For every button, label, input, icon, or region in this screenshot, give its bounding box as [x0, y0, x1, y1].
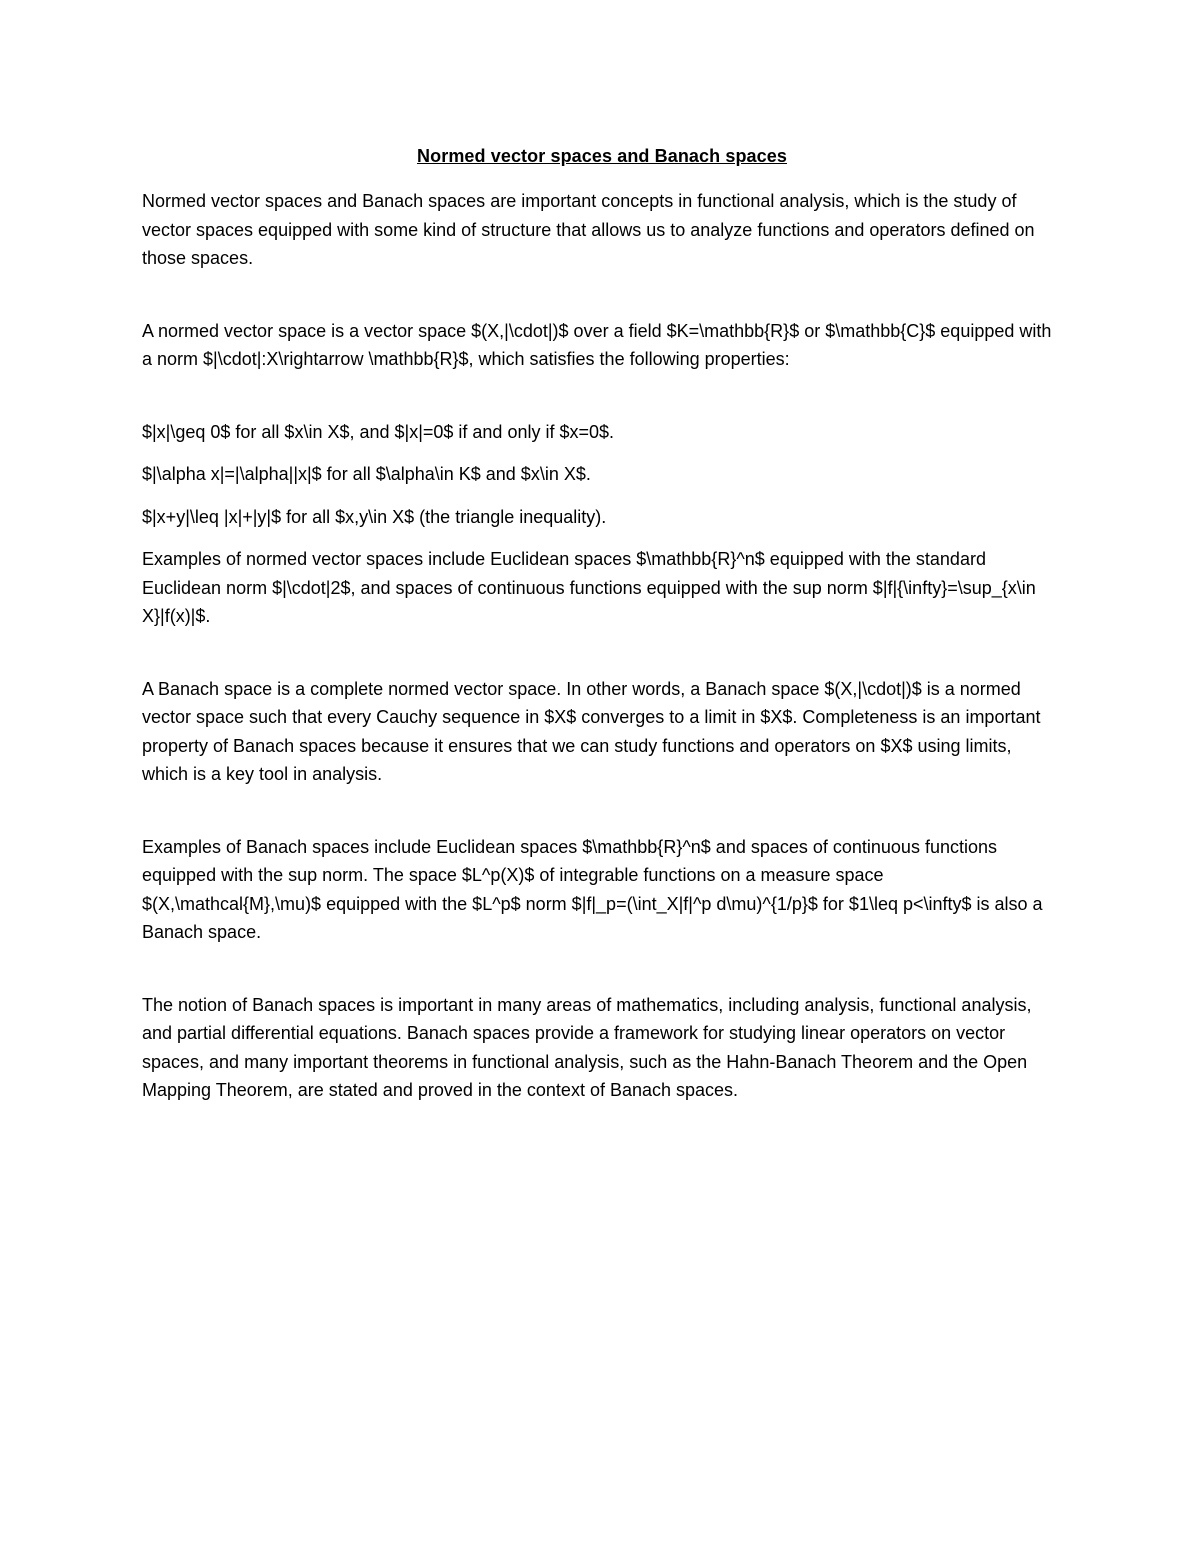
paragraph-spacer — [142, 273, 1062, 317]
paragraph-banach-definition: A Banach space is a complete normed vector space. In other words, a Banach space $(X,|\cdot|)$ is a normed vector space such that every Cauchy sequence in $X$ converges to a limit in $X$. Completeness is an important property of Banach spaces because it ensures that we can study functions and operators on $X$ using limits, which is a key tool in analysis. — [142, 678, 1041, 784]
paragraph-banach-importance: The notion of Banach spaces is important in many areas of mathematics, including analysis, functional analysis, and partial differential equations. Banach spaces provide a framework for studying linear operators on vector spaces, and many important theorems in functional analysis, such as the Hahn-Banach Theorem and the Open Mapping Theorem, are stated and proved in the context of Banach spaces. — [142, 994, 1032, 1100]
paragraph-spacer — [142, 789, 1062, 833]
document-title: Normed vector spaces and Banach spaces — [417, 146, 787, 166]
paragraph-spacer — [142, 531, 1062, 545]
paragraph-property-1: $|x|\geq 0$ for all $x\in X$, and $|x|=0$ if and only if $x=0$. — [142, 421, 615, 442]
paragraph-spacer — [142, 446, 1062, 460]
paragraph-banach-examples: Examples of Banach spaces include Euclidean spaces $\mathbb{R}^n$ and spaces of continuous functions equipped with the sup norm. The space $L^p(X)$ of integrable functions on a measure space $(X,\mathcal{M},\mu)$ equipped with the $L^p$ norm $|f|_p=(\int_X|f|^p d\mu)^{1/p}$ for $1\leq p<\infty$ is also a Banach space. — [142, 836, 1043, 942]
paragraph-spacer — [142, 489, 1062, 503]
paragraph-spacer — [142, 631, 1062, 675]
paragraph-normed-definition: A normed vector space is a vector space $(X,|\cdot|)$ over a field $K=\mathbb{R}$ or $\mathbb{C}$ equipped with a norm $|\cdot|:X\rightarrow \mathbb{R}$, which satisfies the following properties: — [142, 320, 1052, 369]
paragraph-spacer — [142, 947, 1062, 991]
paragraph-normed-examples: Examples of normed vector spaces include Euclidean spaces $\mathbb{R}^n$ equipped with the standard Euclidean norm $|\cdot|2$, and spaces of continuous functions equipped with the sup norm $|f|{\infty}=\sup_{x\in X}|f(x)|$. — [142, 549, 1036, 626]
document-body — [142, 142, 1062, 1105]
paragraph-intro: Normed vector spaces and Banach spaces are important concepts in functional analysis, which is the study of vector spaces equipped with some kind of structure that allows us to analyze functions and operators defined on those spaces. — [142, 191, 1035, 268]
paragraph-property-3: $|x+y|\leq |x|+|y|$ for all $x,y\in X$ (the triangle inequality). — [142, 506, 607, 527]
paragraph-spacer — [142, 374, 1062, 418]
paragraph-property-2: $|\alpha x|=|\alpha||x|$ for all $\alpha\in K$ and $x\in X$. — [142, 464, 591, 484]
